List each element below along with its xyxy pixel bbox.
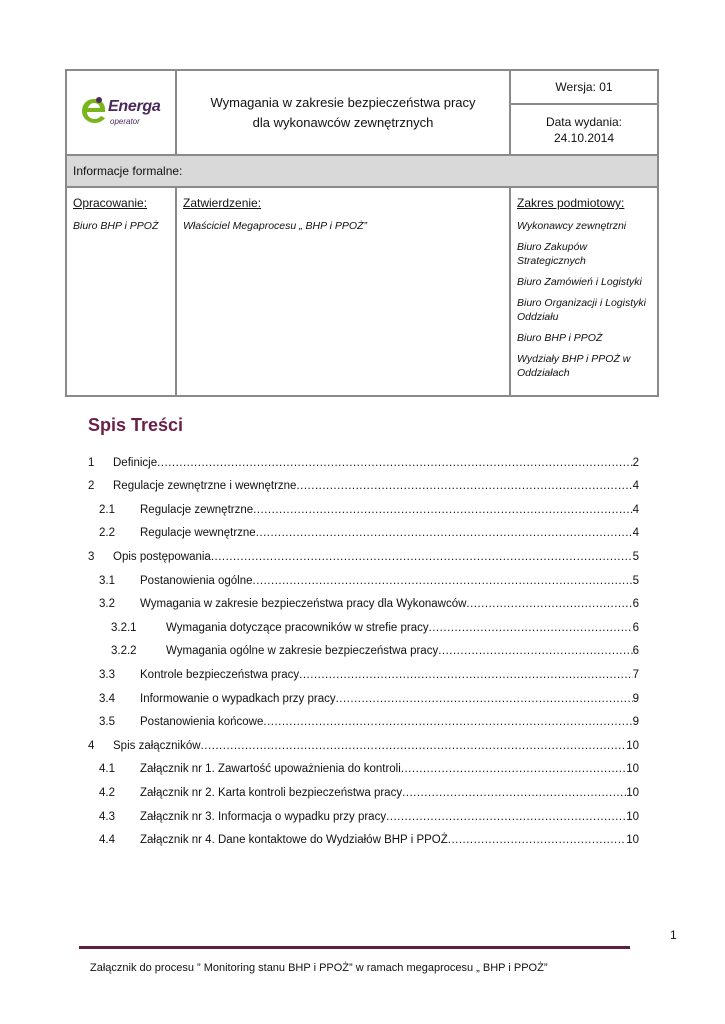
toc-entry-number: 3.4 xyxy=(99,692,115,705)
toc-entry-text: Załącznik nr 3. Informacja o wypadku przy pracy xyxy=(140,810,387,823)
toc-entry-text: Załącznik nr 2. Karta kontroli bezpieczeństwa pracy xyxy=(140,786,403,799)
scope-column xyxy=(511,188,657,395)
toc-entry-number: 3.5 xyxy=(99,716,115,729)
toc-entry-text: Spis załączników xyxy=(113,739,201,752)
toc-entry-page: 10 xyxy=(626,810,639,823)
energa-e-icon xyxy=(80,96,108,126)
toc-entry[interactable] xyxy=(88,823,639,847)
toc-entry-leader xyxy=(429,622,633,634)
date-value: 24.10.2014 xyxy=(553,130,615,145)
toc-entry[interactable] xyxy=(88,587,639,611)
toc-entry-text: Regulacje wewnętrzne xyxy=(140,527,256,540)
approved-by-column xyxy=(177,188,511,395)
toc-entry-page: 10 xyxy=(626,786,639,799)
toc-entry[interactable] xyxy=(88,775,639,799)
toc-entry-text: Wymagania dotyczące pracowników w strefie pracy xyxy=(166,621,429,634)
logo-word: Energa xyxy=(108,98,161,115)
toc-entry-leader xyxy=(438,645,632,657)
toc-entry-number: 3.2.2 xyxy=(111,645,137,658)
scope-item: Biuro BHP i PPOŻ xyxy=(517,332,603,344)
toc-entry-leader xyxy=(386,811,626,823)
toc-entry-number: 3.3 xyxy=(99,668,115,681)
toc-entry-number: 4.4 xyxy=(99,834,115,847)
header-table xyxy=(65,69,659,397)
toc-entry-text: Regulacje zewnętrzne i wewnętrzne xyxy=(113,480,297,493)
toc-entry-number: 2 xyxy=(88,480,95,493)
toc-entry-page: 7 xyxy=(632,668,639,681)
toc-entry-number: 3.1 xyxy=(99,574,115,587)
toc-entry[interactable] xyxy=(88,752,639,776)
logo-subtitle: operator xyxy=(110,117,140,126)
page-number: 1 xyxy=(670,928,677,942)
toc-entry-number: 1 xyxy=(88,456,95,469)
approved-value: Właściciel Megaprocesu „ BHP i PPOŻ” xyxy=(183,220,367,232)
toc-entry-text: Wymagania ogólne w zakresie bezpieczeństwa pracy xyxy=(166,645,439,658)
toc-entry[interactable] xyxy=(88,705,639,729)
toc-entry-leader xyxy=(402,787,626,799)
toc-entry-number: 4.2 xyxy=(99,786,115,799)
toc-entry-page: 9 xyxy=(632,716,639,729)
toc-entry-text: Opis postępowania xyxy=(113,550,211,563)
scope-item: Biuro Zakupów Strategicznych xyxy=(517,241,588,267)
toc-entry-text: Załącznik nr 1. Zawartość upoważnienia do kontroli xyxy=(140,763,401,776)
formal-info-row: Informacje formalne: xyxy=(67,156,657,188)
toc-entry-page: 6 xyxy=(632,645,639,658)
toc-entry-number: 4 xyxy=(88,739,95,752)
toc-entry-text: Postanowienia ogólne xyxy=(140,574,253,587)
logo-cell xyxy=(67,71,177,156)
toc-entry-leader xyxy=(448,834,626,846)
toc-entry[interactable] xyxy=(88,492,639,516)
toc-entry-number: 3.2 xyxy=(99,598,115,611)
toc-entry-leader xyxy=(401,763,626,775)
toc-entry[interactable] xyxy=(88,563,639,587)
toc-entry-number: 2.1 xyxy=(99,503,115,516)
toc-entry-leader xyxy=(256,527,633,539)
footer-text: Załącznik do procesu ” Monitoring stanu BHP i PPOŻ” w ramach megaprocesu „ BHP i PPOŻ” xyxy=(90,962,548,974)
prepared-by-column xyxy=(67,188,177,395)
toc-entry[interactable] xyxy=(88,681,639,705)
toc-entry[interactable] xyxy=(88,610,639,634)
scope-item: Wykonawcy zewnętrzni xyxy=(517,220,627,232)
version-cell: Wersja: 01 xyxy=(511,71,657,105)
toc-entry-leader xyxy=(299,669,632,681)
toc-entry-page: 9 xyxy=(632,692,639,705)
title-line-2: dla wykonawców zewnętrznych xyxy=(252,114,434,130)
toc-title: Spis Treści xyxy=(88,415,184,435)
toc-entry-leader xyxy=(296,480,632,492)
toc-entry-leader xyxy=(336,693,633,705)
toc-entry-page: 4 xyxy=(632,527,639,540)
toc-entry-number: 4.1 xyxy=(99,763,115,776)
toc-entry[interactable] xyxy=(88,469,639,493)
prepared-label: Opracowanie: xyxy=(73,196,148,210)
issue-date-cell xyxy=(511,105,657,156)
toc-entry[interactable] xyxy=(88,657,639,681)
toc-entry-leader xyxy=(253,575,633,587)
scope-label: Zakres podmiotowy: xyxy=(517,196,625,210)
toc-entry-text: Informowanie o wypadkach przy pracy xyxy=(140,692,336,705)
toc-entry[interactable] xyxy=(88,728,639,752)
toc-entry-text: Wymagania w zakresie bezpieczeństwa pracy dla Wykonawców xyxy=(140,598,467,611)
toc-entry-page: 10 xyxy=(626,834,639,847)
toc-entry[interactable] xyxy=(88,539,639,563)
approved-label: Zatwierdzenie: xyxy=(183,196,262,210)
toc-entry-page: 4 xyxy=(632,480,639,493)
toc-entry[interactable] xyxy=(88,799,639,823)
toc-entry-page: 10 xyxy=(626,763,639,776)
scope-item: Biuro Zamówień i Logistyki xyxy=(517,276,642,288)
toc-entry-number: 3.2.1 xyxy=(111,621,137,634)
toc-entry-leader xyxy=(201,740,627,752)
title-line-1: Wymagania w zakresie bezpieczeństwa pracy xyxy=(210,94,476,110)
toc-entry[interactable] xyxy=(88,445,639,469)
energa-logo xyxy=(80,96,170,132)
toc-entry-leader xyxy=(466,598,632,610)
toc-entry-leader xyxy=(253,504,632,516)
toc-entry-text: Regulacje zewnętrzne xyxy=(140,503,254,516)
toc-entry-leader xyxy=(263,716,632,728)
footer-divider xyxy=(79,946,630,949)
toc-entry-text: Postanowienia końcowe xyxy=(140,716,264,729)
toc-entry-leader xyxy=(211,551,633,563)
scope-item: Wydziały BHP i PPOŻ w Oddziałach xyxy=(517,353,631,379)
scope-item: Biuro Organizacji i Logistyki Oddziału xyxy=(517,297,646,323)
document-title xyxy=(177,71,511,156)
toc-entry-page: 5 xyxy=(632,550,639,563)
toc-entry-leader xyxy=(157,457,632,469)
toc-entry-page: 4 xyxy=(632,503,639,516)
date-label: Data wydania: xyxy=(545,114,623,129)
toc-entry-number: 4.3 xyxy=(99,810,115,823)
toc-entry-page: 6 xyxy=(632,621,639,634)
table-of-contents xyxy=(88,445,639,846)
toc-entry[interactable] xyxy=(88,516,639,540)
toc-entry-page: 6 xyxy=(632,598,639,611)
toc-entry-text: Załącznik nr 4. Dane kontaktowe do Wydziałów BHP i PPOŻ xyxy=(140,834,448,847)
toc-entry-page: 5 xyxy=(632,574,639,587)
toc-entry-number: 3 xyxy=(88,550,95,563)
toc-entry-number: 2.2 xyxy=(99,527,115,540)
toc-entry-page: 10 xyxy=(626,739,639,752)
toc-entry-text: Definicje xyxy=(113,456,158,469)
toc-entry-text: Kontrole bezpieczeństwa pracy xyxy=(140,668,300,681)
toc-entry-page: 2 xyxy=(632,456,639,469)
prepared-value: Biuro BHP i PPOŻ xyxy=(73,220,159,232)
toc-entry[interactable] xyxy=(88,634,639,658)
